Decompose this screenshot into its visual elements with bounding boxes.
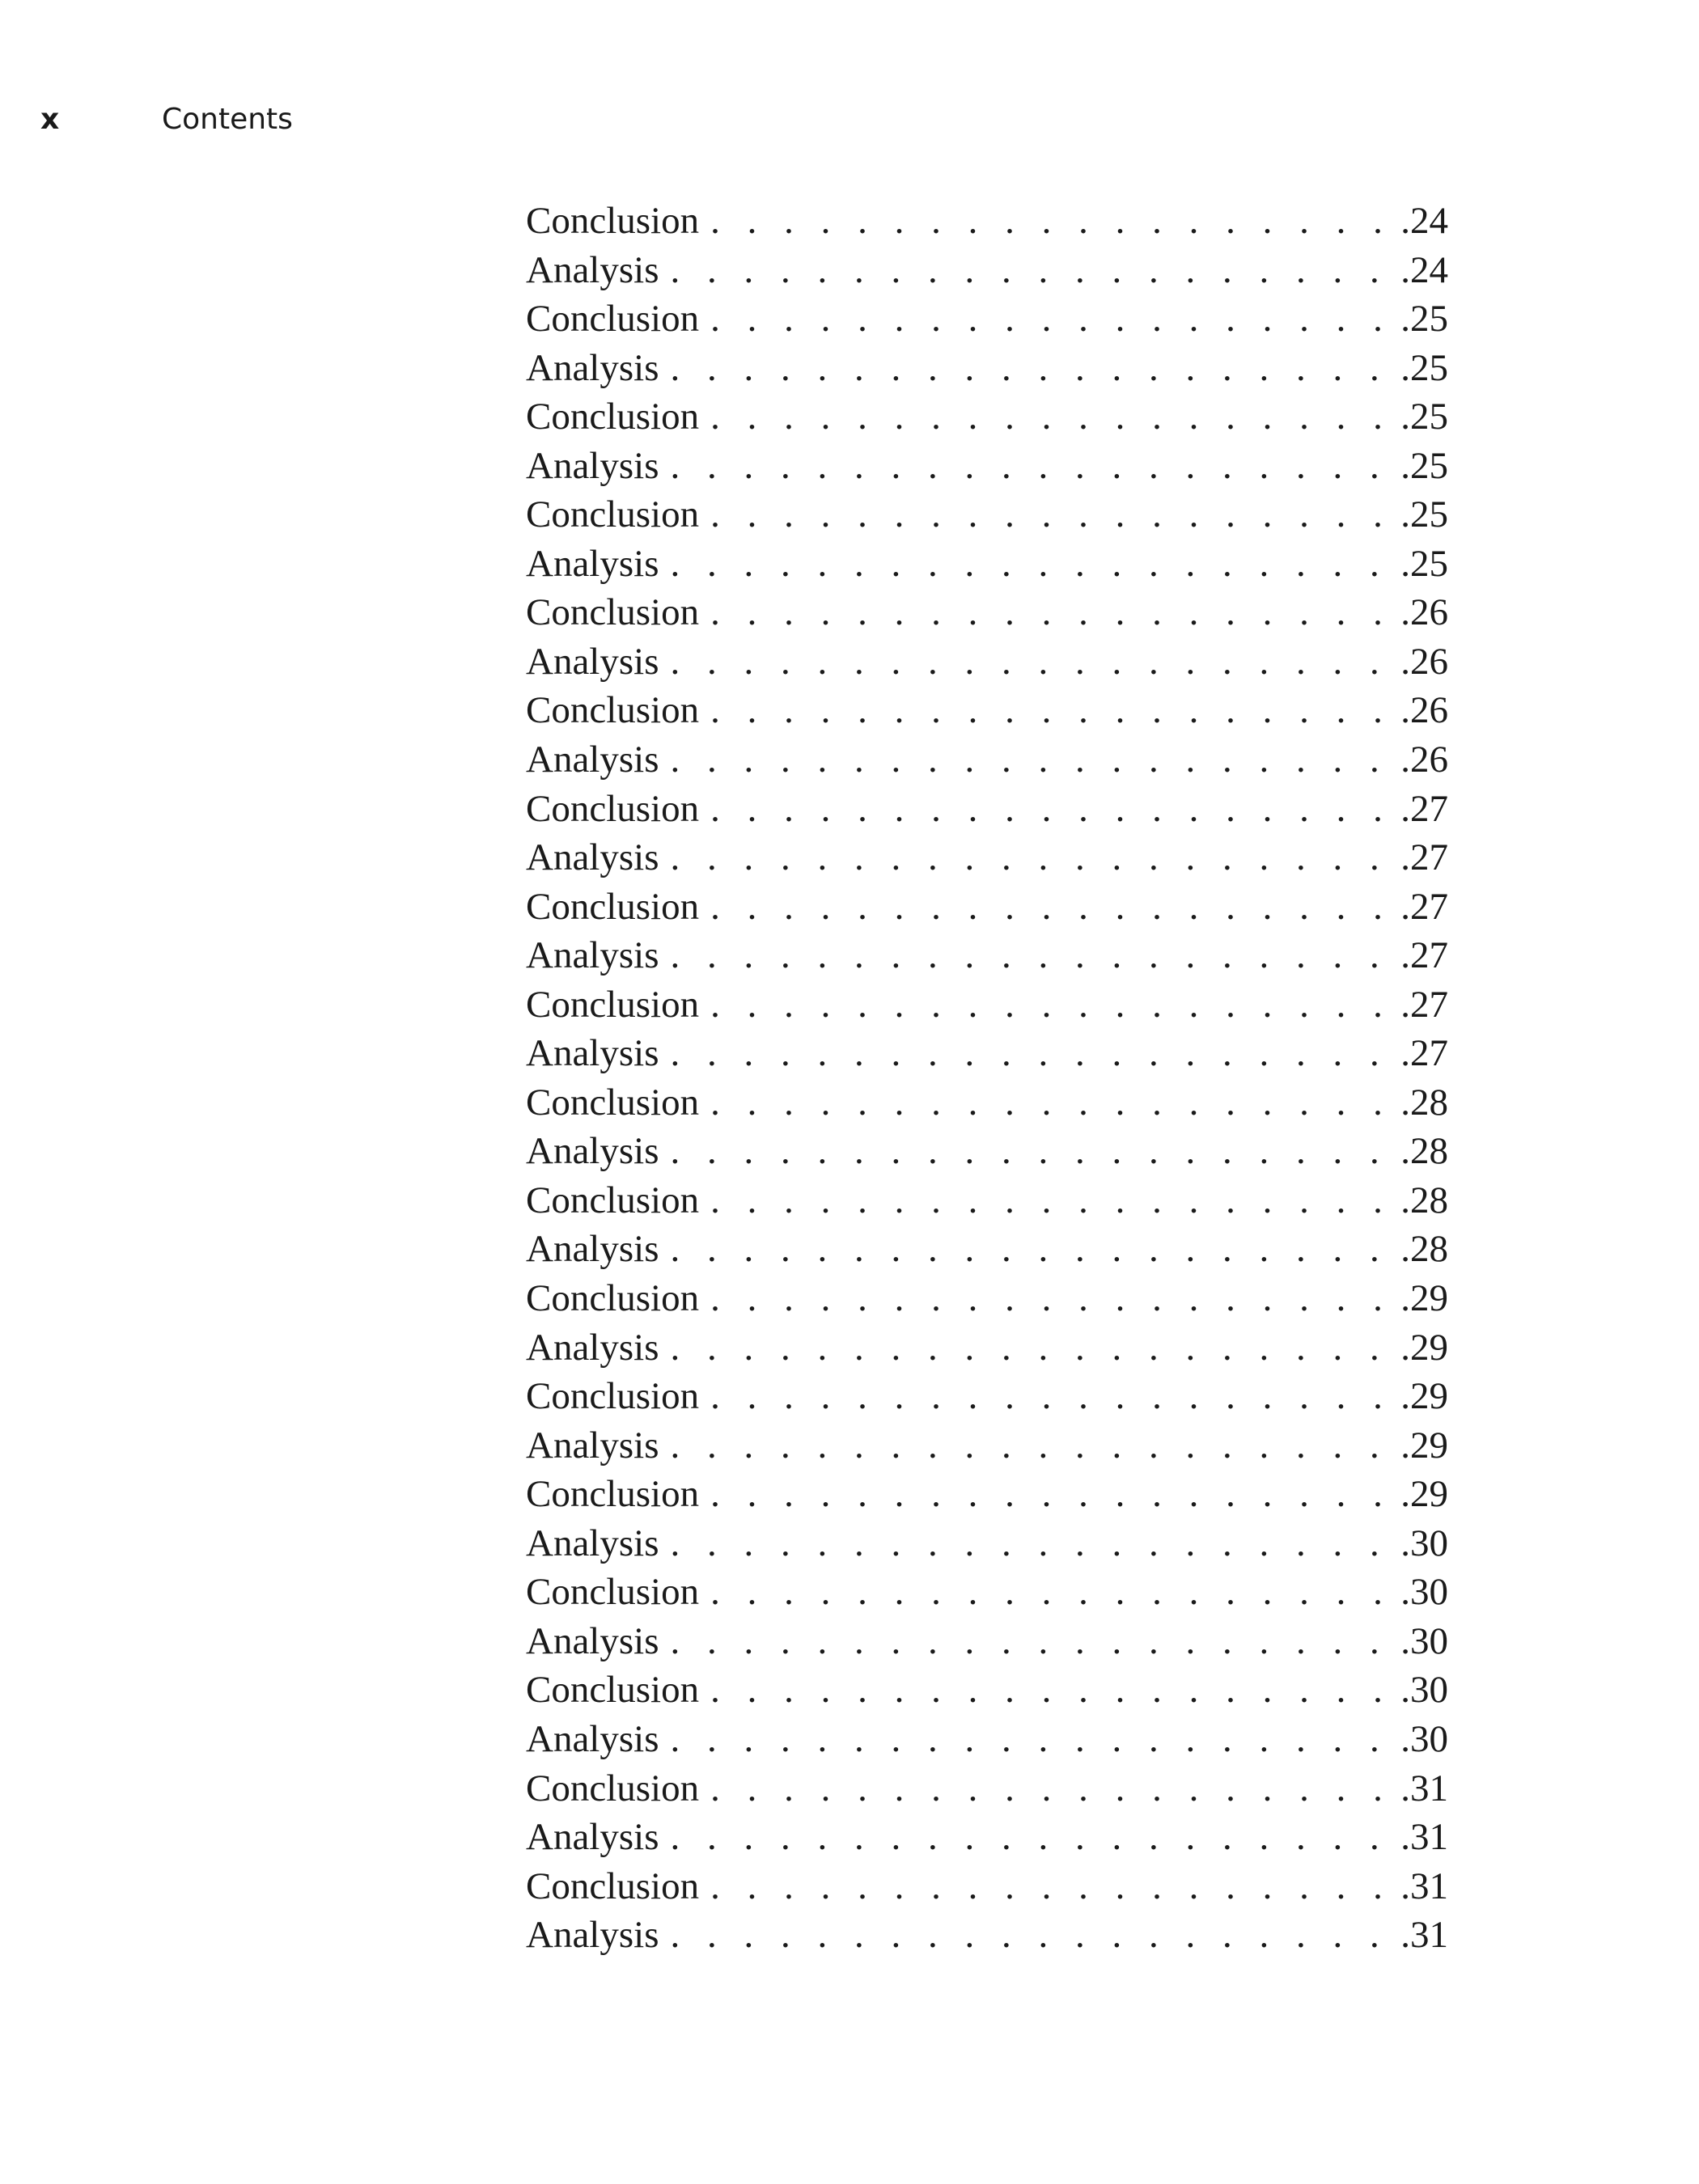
toc-entry-title: Analysis	[526, 1522, 659, 1564]
toc-entry-page-number: .29	[1400, 1473, 1448, 1516]
toc-entry-title: Conclusion	[526, 1277, 700, 1320]
toc-entry-title: Conclusion	[526, 689, 700, 732]
toc-entry-title: Analysis	[526, 444, 659, 487]
toc-entry[interactable]	[526, 1078, 1448, 1128]
toc-entry[interactable]	[526, 882, 1448, 932]
toc-dot-leader	[659, 1127, 1401, 1176]
toc-dot-leader	[659, 442, 1401, 491]
toc-entry-title: Conclusion	[526, 1669, 700, 1712]
toc-entry-page-number: .30	[1400, 1522, 1448, 1564]
toc-entry-title: Conclusion	[526, 1864, 700, 1907]
toc-entry-title: Conclusion	[526, 396, 700, 438]
toc-entry[interactable]	[526, 1225, 1448, 1274]
toc-dot-leader	[699, 1274, 1400, 1323]
toc-entry-page-number: .27	[1400, 885, 1448, 928]
toc-entry[interactable]	[526, 1470, 1448, 1519]
toc-entry[interactable]	[526, 1617, 1448, 1666]
toc-entry-title: Analysis	[526, 542, 659, 585]
toc-entry[interactable]	[526, 1862, 1448, 1911]
toc-entry[interactable]	[526, 1274, 1448, 1323]
toc-entry-title: Analysis	[526, 934, 659, 977]
toc-entry[interactable]	[526, 1764, 1448, 1814]
table-of-contents	[526, 197, 1448, 1960]
toc-entry-page-number: .28	[1400, 1081, 1448, 1124]
toc-entry-title: Conclusion	[526, 1473, 700, 1516]
toc-entry[interactable]	[526, 490, 1448, 540]
toc-entry[interactable]	[526, 686, 1448, 735]
running-head	[40, 97, 293, 141]
toc-entry[interactable]	[526, 540, 1448, 589]
toc-entry[interactable]	[526, 1519, 1448, 1568]
toc-entry-page-number: .31	[1400, 1816, 1448, 1859]
toc-entry[interactable]	[526, 1568, 1448, 1617]
toc-dot-leader	[699, 294, 1400, 344]
toc-entry-page-number: .28	[1400, 1228, 1448, 1271]
toc-entry[interactable]	[526, 1911, 1448, 1960]
toc-entry-page-number: .31	[1400, 1864, 1448, 1907]
toc-entry[interactable]	[526, 197, 1448, 246]
toc-entry-title: Analysis	[526, 1619, 659, 1662]
toc-dot-leader	[699, 686, 1400, 735]
toc-entry-title: Analysis	[526, 1717, 659, 1760]
toc-entry-page-number: .30	[1400, 1717, 1448, 1760]
toc-dot-leader	[659, 931, 1401, 980]
toc-entry-title: Conclusion	[526, 591, 700, 634]
toc-entry-page-number: .26	[1400, 739, 1448, 781]
toc-entry[interactable]	[526, 344, 1448, 393]
toc-entry[interactable]	[526, 931, 1448, 980]
toc-dot-leader	[699, 1568, 1400, 1617]
toc-dot-leader	[659, 1813, 1401, 1862]
toc-entry[interactable]	[526, 1421, 1448, 1471]
toc-entry-page-number: .29	[1400, 1326, 1448, 1369]
toc-entry-title: Analysis	[526, 1326, 659, 1369]
toc-entry-title: Analysis	[526, 1032, 659, 1075]
toc-entry[interactable]	[526, 1323, 1448, 1373]
toc-dot-leader	[699, 1176, 1400, 1225]
toc-entry-title: Analysis	[526, 1424, 659, 1467]
toc-dot-leader	[699, 882, 1400, 932]
toc-entry-page-number: .27	[1400, 983, 1448, 1026]
toc-entry-page-number: .27	[1400, 836, 1448, 879]
toc-entry-title: Conclusion	[526, 1571, 700, 1614]
toc-entry-page-number: .24	[1400, 248, 1448, 291]
toc-dot-leader	[699, 1862, 1400, 1911]
toc-entry-page-number: .26	[1400, 640, 1448, 683]
toc-entry-page-number: .28	[1400, 1179, 1448, 1221]
toc-dot-leader	[659, 735, 1401, 785]
toc-entry[interactable]	[526, 294, 1448, 344]
toc-entry-title: Analysis	[526, 836, 659, 879]
toc-entry-page-number: .29	[1400, 1375, 1448, 1418]
toc-dot-leader	[659, 1323, 1401, 1373]
toc-dot-leader	[659, 1519, 1401, 1568]
toc-dot-leader	[699, 490, 1400, 540]
toc-entry-page-number: .25	[1400, 542, 1448, 585]
toc-entry-page-number: .30	[1400, 1571, 1448, 1614]
toc-entry[interactable]	[526, 637, 1448, 687]
toc-entry[interactable]	[526, 833, 1448, 882]
toc-entry[interactable]	[526, 785, 1448, 834]
toc-entry[interactable]	[526, 1715, 1448, 1764]
toc-entry-title: Conclusion	[526, 493, 700, 536]
toc-entry[interactable]	[526, 442, 1448, 491]
toc-entry-title: Conclusion	[526, 983, 700, 1026]
toc-dot-leader	[659, 1029, 1401, 1078]
toc-entry-page-number: .25	[1400, 346, 1448, 389]
toc-dot-leader	[659, 246, 1401, 295]
toc-entry-title: Conclusion	[526, 298, 700, 341]
toc-entry-title: Conclusion	[526, 200, 700, 242]
toc-entry-page-number: .27	[1400, 1032, 1448, 1075]
toc-entry-page-number: .29	[1400, 1277, 1448, 1320]
toc-entry-title: Analysis	[526, 248, 659, 291]
toc-entry-title: Analysis	[526, 1228, 659, 1271]
toc-entry[interactable]	[526, 1813, 1448, 1862]
toc-dot-leader	[699, 197, 1400, 246]
toc-dot-leader	[659, 1911, 1401, 1960]
toc-entry[interactable]	[526, 1372, 1448, 1421]
toc-entry-title: Conclusion	[526, 1081, 700, 1124]
toc-entry-page-number: .31	[1400, 1914, 1448, 1957]
toc-entry-title: Analysis	[526, 739, 659, 781]
toc-entry-page-number: .27	[1400, 787, 1448, 830]
toc-dot-leader	[659, 1421, 1401, 1471]
toc-entry[interactable]	[526, 1127, 1448, 1176]
toc-entry-page-number: .30	[1400, 1669, 1448, 1712]
toc-entry-page-number: .30	[1400, 1619, 1448, 1662]
toc-entry[interactable]	[526, 588, 1448, 637]
toc-entry[interactable]	[526, 735, 1448, 785]
toc-entry-title: Analysis	[526, 1130, 659, 1173]
toc-dot-leader	[659, 540, 1401, 589]
toc-dot-leader	[659, 344, 1401, 393]
toc-entry-page-number: .27	[1400, 934, 1448, 977]
toc-entry[interactable]	[526, 1176, 1448, 1225]
toc-dot-leader	[699, 392, 1400, 442]
toc-entry-page-number: .25	[1400, 298, 1448, 341]
toc-entry-title: Conclusion	[526, 1179, 700, 1221]
toc-dot-leader	[659, 1617, 1401, 1666]
toc-dot-leader	[699, 588, 1400, 637]
toc-entry-page-number: .31	[1400, 1767, 1448, 1809]
toc-entry-title: Conclusion	[526, 1375, 700, 1418]
toc-entry-page-number: .24	[1400, 200, 1448, 242]
toc-dot-leader	[659, 833, 1401, 882]
toc-entry-page-number: .26	[1400, 591, 1448, 634]
toc-entry-title: Conclusion	[526, 1767, 700, 1809]
toc-entry-page-number: .26	[1400, 689, 1448, 732]
toc-dot-leader	[659, 1225, 1401, 1274]
toc-entry[interactable]	[526, 246, 1448, 295]
toc-entry-page-number: .29	[1400, 1424, 1448, 1467]
toc-entry-title: Analysis	[526, 1816, 659, 1859]
toc-entry-title: Analysis	[526, 346, 659, 389]
toc-dot-leader	[699, 1666, 1400, 1715]
toc-entry[interactable]	[526, 980, 1448, 1030]
toc-dot-leader	[699, 1372, 1400, 1421]
running-head-title: Contents	[162, 102, 293, 136]
page-folio: x	[40, 102, 60, 136]
toc-entry-page-number: .25	[1400, 444, 1448, 487]
toc-entry-title: Conclusion	[526, 885, 700, 928]
toc-dot-leader	[699, 980, 1400, 1030]
toc-entry[interactable]	[526, 1666, 1448, 1715]
toc-dot-leader	[699, 1764, 1400, 1814]
toc-entry-page-number: .25	[1400, 396, 1448, 438]
toc-dot-leader	[659, 1715, 1401, 1764]
toc-dot-leader	[699, 1078, 1400, 1128]
toc-entry-page-number: .25	[1400, 493, 1448, 536]
toc-entry-title: Analysis	[526, 1914, 659, 1957]
toc-dot-leader	[659, 637, 1401, 687]
toc-dot-leader	[699, 785, 1400, 834]
toc-entry-title: Conclusion	[526, 787, 700, 830]
toc-entry[interactable]	[526, 392, 1448, 442]
toc-dot-leader	[699, 1470, 1400, 1519]
toc-entry-page-number: .28	[1400, 1130, 1448, 1173]
toc-entry-title: Analysis	[526, 640, 659, 683]
toc-entry[interactable]	[526, 1029, 1448, 1078]
